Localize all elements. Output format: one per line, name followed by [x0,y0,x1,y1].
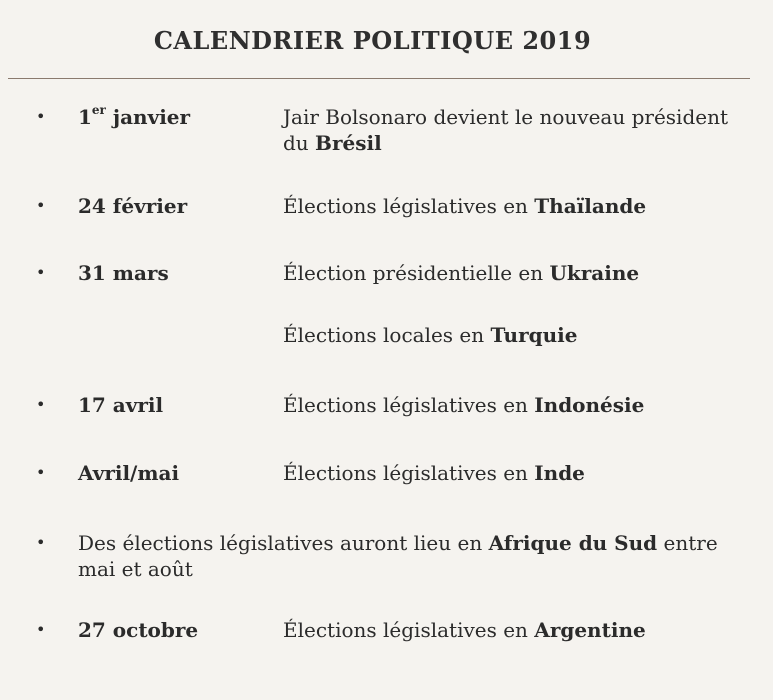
event-date: Avril/mai [78,461,180,485]
event-description: Des élections législatives auront lieu en Afrique du Sud entre mai et août [78,531,718,581]
bullet: • [36,533,46,552]
event-date: 17 avril [78,393,164,417]
event-date: 31 mars [78,261,169,285]
event-date: 1er janvier [78,103,191,129]
event-description: Élections législatives en Argentine [283,618,646,642]
event-description: Élections législatives en Indonésie [283,393,645,417]
event-date: 27 octobre [78,618,199,642]
bullet: • [36,463,46,482]
page-title: CALENDRIER POLITIQUE 2019 [153,26,592,55]
event-description: Élections législatives en Inde [283,461,585,485]
event-description: Élections législatives en Thaïlande [283,194,647,218]
event-description: Jair Bolsonaro devient le nouveau président du Brésil [283,105,729,155]
bullet: • [36,107,46,126]
bullet: • [36,395,46,414]
bullet: • [36,263,46,282]
event-description: Élection présidentielle en Ukraine [283,261,640,285]
event-description: Élections locales en Turquie [283,323,578,347]
bullet: • [36,196,46,215]
bullet: • [36,620,46,639]
event-date: 24 février [78,194,188,218]
